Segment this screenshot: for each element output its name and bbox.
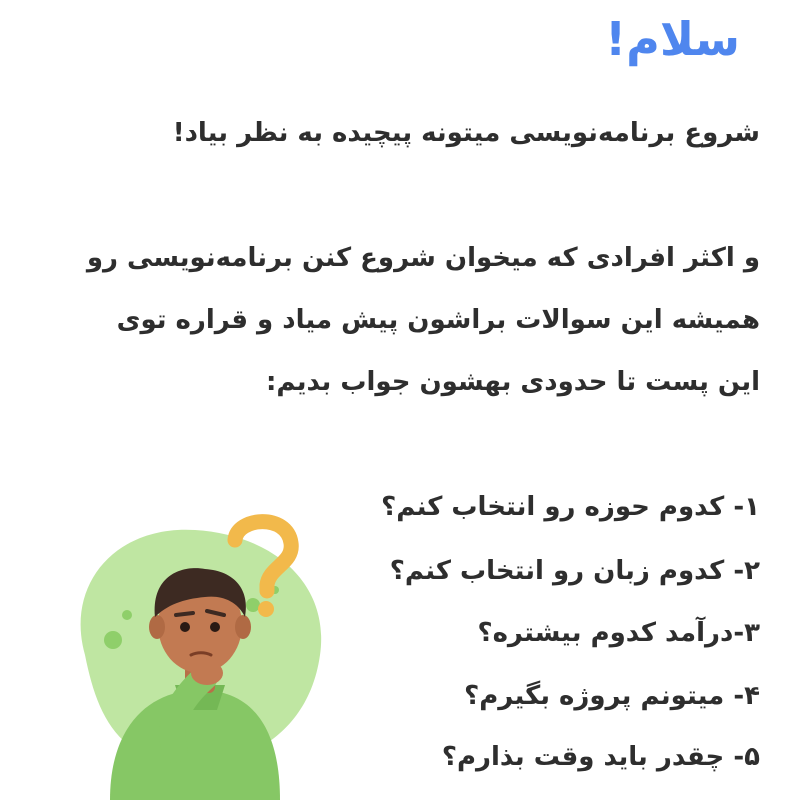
intro-text: شروع برنامه‌نویسی میتونه پیچیده به نظر بیاد! <box>172 118 760 148</box>
body-line: این پست تا حدودی بهشون جواب بدیم: <box>265 367 760 397</box>
body-line: همیشه این سوالات براشون پیش میاد و قراره توی <box>116 305 760 335</box>
post-title: سلام! <box>605 12 740 66</box>
question-item: ۲- کدوم زبان رو انتخاب کنم؟ <box>389 556 760 586</box>
body-line: و اکثر افرادی که میخوان شروع کنن برنامه‌نویسی رو <box>86 243 760 273</box>
question-item: ۱- کدوم حوزه رو انتخاب کنم؟ <box>381 492 760 522</box>
thinking-person-icon <box>55 505 335 800</box>
question-item: ۳-درآمد کدوم بیشتره؟ <box>477 618 760 648</box>
question-item: ۵- چقدر باید وقت بذارم؟ <box>441 742 760 772</box>
question-item: ۴- میتونم پروژه بگیرم؟ <box>464 681 760 711</box>
